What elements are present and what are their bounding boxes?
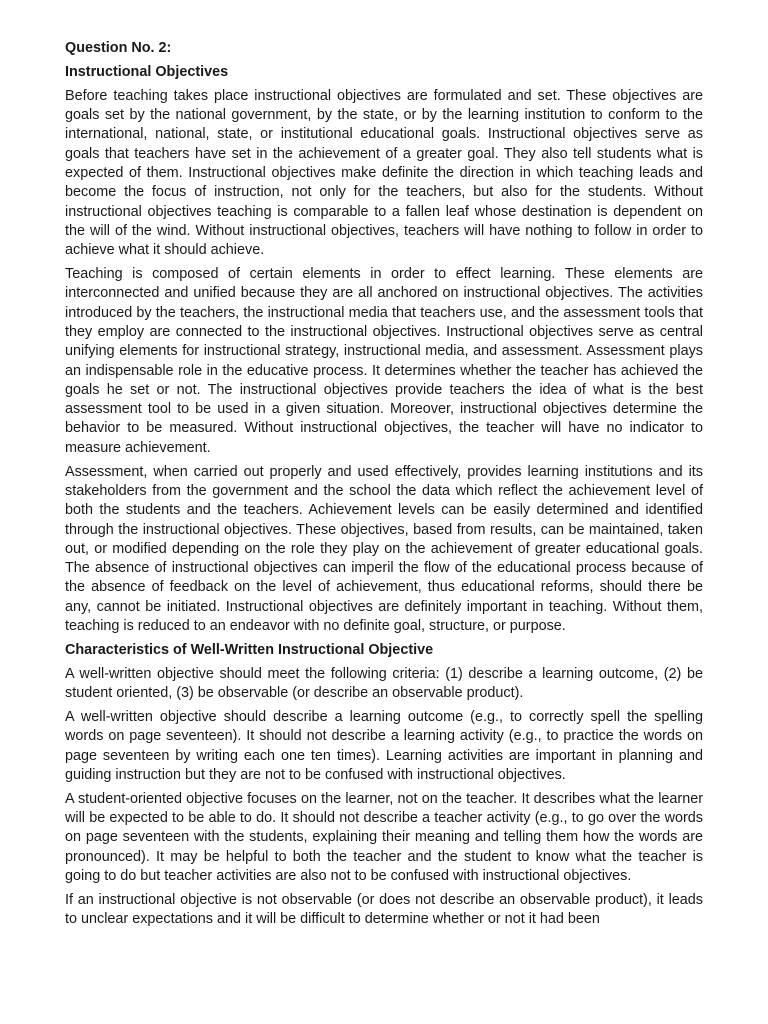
paragraph: Before teaching takes place instructional objectives are formulated and set. These objectives are goals set by the national government, by the state, or by the learning institution to conform to the international, national, state, or institutional educational goals. Instructional objectives serve as goals that teachers have set in the achievement of a greater goal. They also tell students what is expected of them. Instructional objectives make definite the direction in which teaching leads and become the focus of instruction, not only for the teachers, but also for the students. Without instructional objectives teaching is comparable to a fallen leaf whose destination is dependent on the will of the wind. Without instructional objectives, teachers will have nothing to follow in order to achieve what it should achieve.: [65, 87, 703, 259]
paragraph: Teaching is composed of certain elements in order to effect learning. These elements are interconnected and unified because they are all anchored on instructional objectives. The activities introduced by the teachers, the instructional media that teachers use, and the assessment tools that they employ are connected to the instructional objectives. Instructional objectives serve as central unifying elements for instructional strategy, instructional media, and assessment. Assessment plays an indispensable role in the educative process. It determines whether the teacher has achieved the goals he set or not. The instructional objectives provide teachers the idea of what is the best assessment tool to be used in a given situation. Moreover, instructional objectives determine the behavior to be measured. Without instructional objectives, the teacher will have no indicator to measure achievement.: [65, 266, 703, 456]
document-page: [65, 39, 703, 934]
section-title-instructional-objectives: Instructional Objectives: [65, 63, 229, 80]
paragraph: A well-written objective should describe a learning outcome (e.g., to correctly spell the spelling words on page seventeen). It should not describe a learning activity (e.g., to practice the words on page seventeen by writing each one ten times). Learning activities are important in planning and guiding instruction but they are not to be confused with instructional objectives.: [65, 708, 703, 783]
section-title-characteristics: Characteristics of Well-Written Instructional Objective: [65, 641, 434, 658]
paragraph: A well-written objective should meet the following criteria: (1) describe a learning outcome, (2) be student oriented, (3) be observable (or describe an observable product).: [65, 665, 703, 702]
paragraph: A student-oriented objective focuses on the learner, not on the teacher. It describes what the learner will be expected to be able to do. It should not describe a teacher activity (e.g., to go over the words on page seventeen with the students, explaining their meaning and telling them how the words are pronounced). It may be helpful to both the teacher and the student to know what the teacher is going to do but teacher activities are also not to be confused with instructional objectives.: [65, 790, 703, 884]
paragraph: Assessment, when carried out properly and used effectively, provides learning institutions and its stakeholders from the government and the school the data which reflect the achievement level of both the students and the teachers. Achievement levels can be easily determined and identified through the instructional objectives. These objectives, based from results, can be maintained, taken out, or modified depending on the role they play on the achievement of greater educational goals. The absence of instructional objectives can imperil the flow of the educational process because of the absence of feedback on the level of achievement, thus educational reforms, should there be any, cannot be initiated. Instructional objectives are definitely important in teaching. Without them, teaching is reduced to an endeavor with no definite goal, structure, or purpose.: [65, 463, 703, 634]
question-label: Question No. 2:: [65, 40, 172, 56]
paragraph: If an instructional objective is not observable (or does not describe an observable product), it leads to unclear expectations and it will be difficult to determine whether or not it had been: [65, 891, 703, 928]
